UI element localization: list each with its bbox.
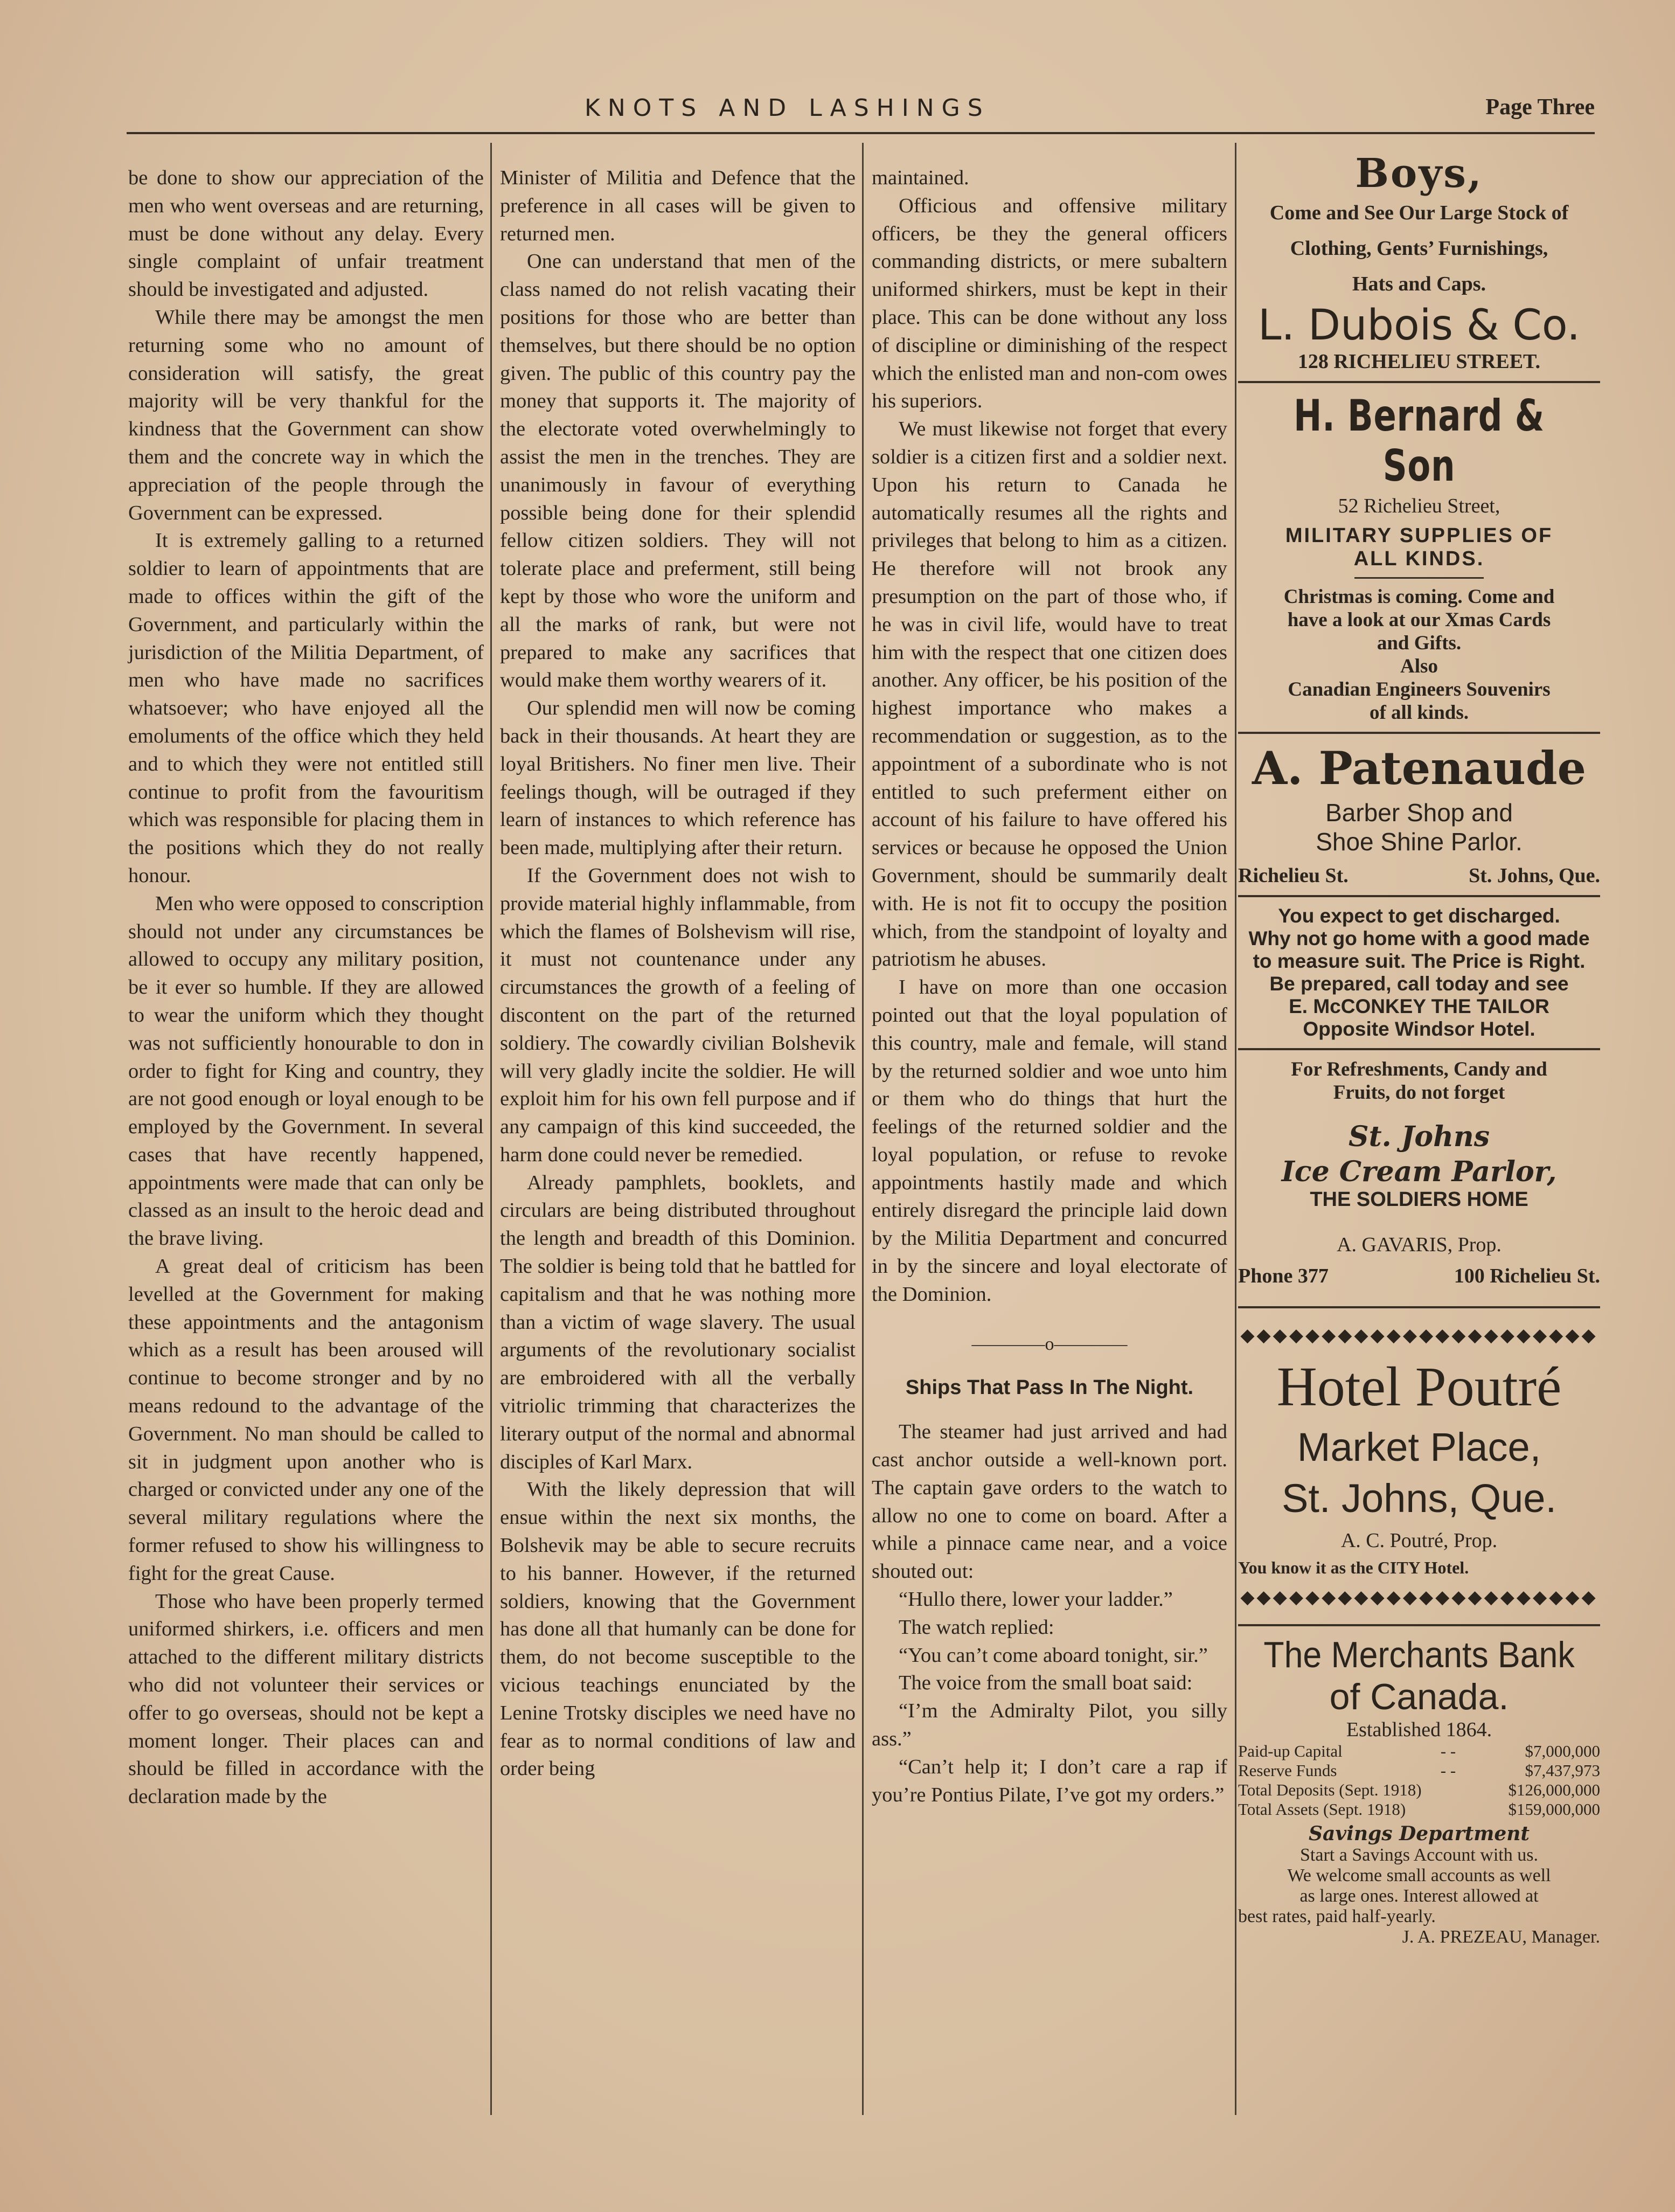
table-row: [1238, 1742, 1600, 1761]
ad-street: Richelieu St.: [1238, 864, 1349, 887]
row-value: $7,437,973: [1525, 1761, 1600, 1780]
ad-hotel-poutre: [1238, 1308, 1600, 1624]
ad-proprietor: A. C. Poutré, Prop.: [1340, 1529, 1498, 1552]
ad-text: of all kinds.: [1369, 702, 1469, 724]
paragraph: Those who have been properly termed uniformed shirkers, i.e. officers and men attached to the different military districts who did not volunteer their services or offer to go overseas, should not be kept a moment longer. Their places can and should be filled in accordance with the declaration made by the: [128, 1590, 484, 1808]
ad-text: as large ones. Interest allowed at: [1299, 1886, 1539, 1906]
row-value: $126,000,000: [1508, 1780, 1600, 1799]
paragraph: We must likewise not forget that every soldier is a citizen first and a soldier next. Upon his return to Canada he automatically resumes all the rights and privileges that belong to him as a citizen. He therefore will not brook any presumption on the part of those who, if he was in civil life, would have to treat him with the respect that one citizen does another. Any officer, be his position of the highest importance who makes a recommendation or suggestion, as to the appointment of a subordinate who is not entitled to such preferment either on account of his failure to have offered his services or because he opposed the Union Government, should be summarily dealt with. He is not fit to occupy the position which, from the standpoint of loyalty and patriotism he abuses.: [872, 418, 1227, 971]
article-column-1: [128, 164, 484, 1811]
ad-text: Fruits, do not forget: [1333, 1081, 1505, 1104]
page-header: [127, 94, 1595, 132]
ad-text: Hats and Caps.: [1352, 273, 1486, 295]
row-dash: - -: [1440, 1742, 1456, 1760]
ad-headline: Boys,: [1355, 150, 1483, 197]
ad-phone: Phone 377: [1238, 1265, 1329, 1287]
ad-text: St. Johns, Que.: [1281, 1476, 1557, 1521]
table-row: [1238, 1780, 1600, 1800]
row-label: Total Deposits (Sept. 1918): [1238, 1780, 1422, 1799]
ad-city: St. Johns, Que.: [1469, 864, 1600, 887]
ad-text: to measure suit. The Price is Right.: [1253, 950, 1586, 972]
paragraph: Minister of Militia and Defence that the preference in all cases will be given to returned men.: [500, 167, 856, 245]
ad-note: You know it as the CITY Hotel.: [1238, 1558, 1469, 1577]
ad-subheading: Savings Department: [1308, 1822, 1530, 1845]
ad-text: You expect to get discharged.: [1278, 905, 1560, 927]
ad-text: Market Place,: [1297, 1425, 1541, 1469]
ad-text: Be prepared, call today and see: [1269, 973, 1569, 995]
row-dash: [1470, 1780, 1481, 1800]
paragraph: With the likely depression that will ensue within the next six months, the Bolshevik may be able to secure recruits to his banner. However, if the returned soldiers, knowing that the Government has done all that humanly can be done for them, do not become susceptible to the vicious teachings enunciated by the Lenine Trotsky disciples we need have no fear as to normal conditions of law and order being: [500, 1478, 856, 1780]
row-label: Reserve Funds: [1238, 1761, 1337, 1780]
ad-established: Established 1864.: [1346, 1718, 1492, 1741]
ad-address: 128 RICHELIEU STREET.: [1297, 350, 1541, 373]
paragraph: Officious and offensive military officers, be they the general officers commanding districts, or mere subaltern uniformed shirkers, must be kept in their place. This can be done without any loss of discipline or diminishing of the respect which the enlisted man and non-com owes his superiors.: [872, 194, 1227, 413]
paragraph: It is extremely galling to a returned soldier to learn of appointments that are made to offices within the gift of the Government, and particularly within the jurisdiction of the Militia Department, of men who have made no sacrifices whatsoever; who have enjoyed all the emoluments of the office which they held and to which they were not entitled still continue to profit from the favouritism which was responsible for placing them in the positions which they do not really honour.: [128, 529, 484, 887]
ad-text: For Refreshments, Candy and: [1291, 1058, 1547, 1080]
ad-script-title: St. Johns: [1349, 1120, 1490, 1153]
paragraph: “Can’t help it; I don’t care a rap if you’re Pontius Pilate, I’ve got my orders.”: [872, 1755, 1227, 1806]
ad-dubois: [1238, 143, 1600, 381]
ad-text: Barber Shop and: [1325, 799, 1513, 827]
ad-text: THE SOLDIERS HOME: [1310, 1188, 1528, 1211]
paragraph: A great deal of criticism has been levelled at the Government for making these appointments and the antagonism which as a result has been aroused will continue to become stronger and by no means redound to the advantage of the Government. No man should be called to sit in judgment upon another who is charged or convicted under any one of the several military regulations where the former refused to show his willingness to fight for the great Cause.: [128, 1255, 484, 1585]
table-row: [1238, 1800, 1600, 1819]
paragraph: If the Government does not wish to provide material highly inflammable, from which the flames of Bolshevism will rise, it must not countenance under any circumstances the growth of a feeling of discontent on the part of the returned soldiery. The cowardly civilian Bolshevik will very gladly incite the soldier. He will exploit him for his own fell purpose and if any campaign of this kind succeeded, the harm done could never be remedied.: [500, 864, 856, 1166]
ad-text: We welcome small accounts as well: [1287, 1866, 1551, 1885]
ad-text: Come and See Our Large Stock of: [1269, 202, 1569, 224]
ad-text: E. McCONKEY THE TAILOR: [1289, 995, 1549, 1017]
ad-text: Canadian Engineers Souvenirs: [1288, 678, 1551, 701]
story-separator: ————o————: [971, 1334, 1128, 1354]
row-label: Paid-up Capital: [1238, 1742, 1343, 1760]
column-divider: [490, 143, 492, 2115]
ad-text: Clothing, Gents’ Furnishings,: [1290, 237, 1548, 260]
article-column-2: [500, 164, 856, 1783]
ad-text: Why not go home with a good made: [1248, 927, 1590, 949]
ad-company-name: A. Patenaude: [1252, 741, 1586, 795]
bank-figures-table: [1238, 1742, 1600, 1819]
paragraph: Already pamphlets, booklets, and circulars are being distributed throughout the length and breadth of this Dominion. The soldier is being told that he battled for capitalism and that he was nothing more than a victim of wage slavery. The usual arguments of the revolutionary socialist are embroidered with all the verbally vitriolic trimming that characterizes the literary output of the normal and abnormal disciples of Karl Marx.: [500, 1171, 856, 1473]
ad-company-name: Hotel Poutré: [1276, 1356, 1562, 1418]
ad-text: MILITARY SUPPLIES OF: [1285, 524, 1553, 547]
paragraph: “Hullo there, lower your ladder.”: [899, 1588, 1173, 1611]
ad-manager: J. A. PREZEAU, Manager.: [1402, 1927, 1600, 1947]
ad-company-name: L. Dubois & Co.: [1257, 301, 1581, 350]
ad-text: Start a Savings Account with us.: [1300, 1845, 1538, 1865]
row-label: Total Assets (Sept. 1918): [1238, 1800, 1406, 1819]
ad-text: ALL KINDS.: [1353, 547, 1485, 570]
ad-bernard: [1238, 383, 1600, 732]
ad-text: have a look at our Xmas Cards: [1287, 609, 1551, 631]
paragraph: Men who were opposed to conscription should not under any circumstances be allowed to occupy any military position, be it ever so humble. If they are allowed to wear the uniform which they thought was not sufficiently honourable to don in order to fight for King and country, they are not good enough or loyal enough to be employed by the Government. In several cases that have recently happened, appointments were made that can only be classed as an insult to the heroic dead and the brave living.: [128, 892, 484, 1250]
ad-company-name: The Merchants Bank: [1263, 1634, 1575, 1675]
masthead-title: KNOTS AND LASHINGS: [585, 94, 990, 122]
advertisement-column: [1238, 143, 1600, 1955]
ad-text: best rates, paid half-yearly.: [1238, 1906, 1436, 1926]
story-title: Ships That Pass In The Night.: [905, 1376, 1194, 1399]
paragraph: The watch replied:: [899, 1615, 1054, 1639]
page-number: Page Three: [1485, 95, 1595, 120]
ad-script-title: Ice Cream Parlor,: [1281, 1155, 1557, 1188]
ad-patenaude: [1238, 734, 1600, 895]
ad-proprietor: A. GAVARIS, Prop.: [1337, 1233, 1502, 1256]
row-value: $159,000,000: [1508, 1800, 1600, 1819]
header-rule: [127, 132, 1595, 134]
paragraph: maintained.: [872, 167, 969, 189]
paragraph: The steamer had just arrived and had cast anchor outside a well-known port. The captain gave orders to the watch to allow no one to come on board. After a while a pinnace came near, and a voice shouted out:: [872, 1420, 1227, 1583]
ad-merchants-bank: [1238, 1626, 1600, 1955]
ad-address: 100 Richelieu St.: [1454, 1265, 1600, 1287]
ad-contact-row: [1238, 1264, 1600, 1288]
ad-mcconkey: [1238, 897, 1600, 1048]
ad-company-name: of Canada.: [1329, 1676, 1509, 1717]
column-divider: [862, 143, 864, 2115]
row-dash: - -: [1440, 1761, 1456, 1780]
row-dash: [1470, 1800, 1481, 1819]
table-row: [1238, 1761, 1600, 1780]
article-column-3: [872, 164, 1227, 1809]
paragraph: Our splendid men will now be coming back in their thousands. At heart they are loyal Britishers. No finer men live. Their feelings though, will be outraged if they learn of instances to which reference has been made, multiplying after their return.: [500, 697, 856, 859]
paragraph: While there may be amongst the men returning some who no amount of consideration will satisfy, the great majority will be very thankful for the kindness that the Government can show them and the concrete way in which the appreciation of the people through the Government can be expressed.: [128, 306, 484, 524]
ad-short-rule: [1354, 577, 1484, 579]
ad-text: and Gifts.: [1377, 632, 1462, 654]
ad-address: 52 Richelieu Street,: [1338, 495, 1500, 517]
paragraph: One can understand that men of the class named do not relish vacating their positions for those who are better than themselves, but there should be no option given. The public of this country pay the money that supports it. The majority of the electorate voted overwhelmingly to assist the men in the trenches. They are unanimously in favour of everything possible being done for their splendid fellow citizen soldiers. They will not tolerate place and preferment, still being kept by those who wore the uniform and all the marks of rank, but were not prepared to make any sacrifices that would make them worthy wearers of it.: [500, 250, 856, 692]
paragraph: be done to show our appreciation of the men who went overseas and are returning, must be done without any delay. Every single complaint of unfair treatment should be investigated and adjusted.: [128, 167, 484, 301]
ad-text: Opposite Windsor Hotel.: [1303, 1018, 1535, 1040]
paragraph: “You can’t come aboard tonight, sir.”: [899, 1644, 1208, 1667]
diamond-border-icon: ◆◆◆◆◆◆◆◆◆◆◆◆◆◆◆◆◆◆◆◆◆◆: [1240, 1587, 1598, 1607]
ad-address-row: [1238, 864, 1600, 887]
ad-text: Christmas is coming. Come and: [1283, 586, 1555, 608]
ad-text: Also: [1400, 655, 1438, 677]
column-divider: [1235, 143, 1236, 2115]
ad-gavaris: [1238, 1050, 1600, 1295]
row-value: $7,000,000: [1525, 1742, 1600, 1760]
diamond-border-icon: ◆◆◆◆◆◆◆◆◆◆◆◆◆◆◆◆◆◆◆◆◆◆: [1240, 1326, 1598, 1346]
paragraph: The voice from the small boat said:: [899, 1672, 1193, 1695]
ad-text: Shoe Shine Parlor.: [1316, 828, 1523, 856]
paragraph: “I’m the Admiralty Pilot, you silly ass.”: [872, 1700, 1227, 1751]
ad-company-name: H. Bernard & Son: [1294, 391, 1545, 491]
paragraph: I have on more than one occasion pointed out that the loyal population of this country, male and female, will stand by the returned soldier and woe unto him or them who do things that hurt the feelings of the returned soldier and the loyal population, or refuse to revoke appointments hastily made and which entirely disregard the principle laid down by the Militia Department and concurred in by the sincere and loyal electorate of the Dominion.: [872, 976, 1227, 1306]
